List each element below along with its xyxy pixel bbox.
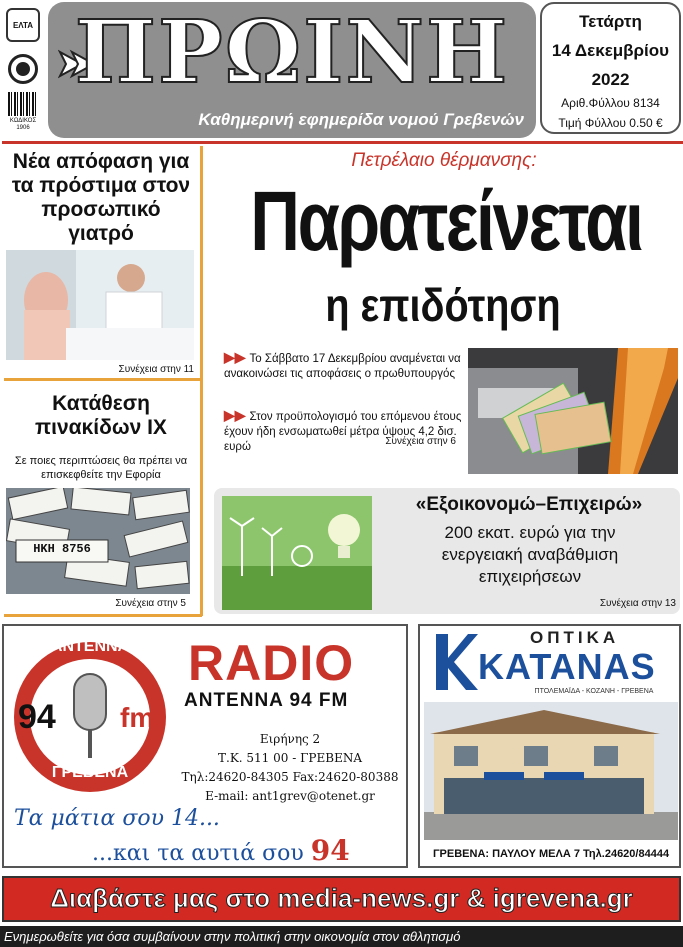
footer-banner-text: Διαβάστε μας στο media-news.gr & igrevena.gr — [50, 883, 633, 913]
radio-ad-title: RADIO — [188, 635, 355, 691]
bullet-2-text: Στον προϋπολογισμό του επόμενου έτους έχουν ήδη ενσωματωθεί μέτρα ύψους 4,2 δισ. ευρώ — [224, 411, 462, 453]
optika-shop-photo — [424, 702, 678, 840]
radio-slogan-2-text: ...και τα αυτιά σου — [92, 841, 304, 866]
bullet-1-text: Το Σάββατο 17 Δεκεμβρίου αναμένεται να ανακοινώσει τις αποφάσεις ο πρωθυπουργός — [224, 353, 461, 380]
program-story-title[interactable]: «Εξοικονομώ–Επιχειρώ» — [415, 494, 643, 515]
radio-contact-block — [172, 730, 408, 806]
optika-cities: ΠΤΟΛΕΜΑΪΔΑ - ΚΟΖΑΝΗ - ΓΡΕΒΕΝΑ — [534, 688, 654, 695]
radio-logo-fm: fm — [120, 702, 155, 733]
barcode — [8, 92, 38, 116]
radio-ad-subtitle: ANTENNA 94 FM — [184, 690, 349, 711]
issue-year: 2022 — [591, 70, 630, 89]
left-story-divider — [4, 378, 202, 381]
program-story-body: 200 εκατ. ευρώ για την ενεργειακή αναβάθμιση επιχειρήσεων — [441, 523, 619, 586]
issue-number: Αριθ.Φύλλου 8134 — [561, 96, 660, 110]
postal-code-value: 1906 — [16, 125, 30, 131]
radio-address: Ειρήνης 2 — [259, 732, 321, 746]
main-story-continue-link[interactable]: Συνέχεια στην 6 — [385, 436, 456, 447]
footer-banner[interactable] — [2, 876, 681, 922]
radio-slogan-2-number: 94 — [310, 834, 350, 867]
date-box — [540, 2, 681, 134]
radio-slogan-2 — [92, 834, 350, 867]
elta-label: ΕΛΤΑ — [12, 20, 34, 30]
issue-day: Τετάρτη — [579, 12, 642, 31]
main-story-subhead[interactable]: η επιδότηση — [325, 279, 561, 331]
masthead-divider — [2, 141, 683, 144]
radio-logo-top: ΑΝΤΕΝΝΑ — [50, 638, 130, 655]
main-story-bullet-1 — [224, 350, 464, 382]
main-story-headline[interactable]: Παρατείνεται — [250, 174, 642, 268]
radio-postal: Τ.Κ. 511 00 - ΓΡΕΒΕΝΑ — [218, 751, 362, 765]
radio-phones: Τηλ:24620-84305 Fax:24620-80388 — [181, 770, 399, 784]
elta-logo — [6, 8, 40, 42]
footer-ticker — [0, 926, 683, 947]
optika-brand-top: ΟΠΤΙΚΑ — [530, 628, 620, 647]
main-story-kicker: Πετρέλαιο θέρμανσης: — [351, 150, 537, 171]
postal-seal-icon — [8, 54, 38, 84]
radio-advertisement[interactable] — [2, 624, 408, 868]
optika-brand-name: KATANAS — [478, 646, 656, 687]
radio-email: E-mail: ant1grev@otenet.gr — [205, 789, 375, 803]
postal-code — [2, 118, 44, 132]
newspaper-tagline: Καθημερινή εφημερίδα νομού Γρεβενών — [198, 110, 524, 129]
bullet-arrow-icon: ▶▶ — [224, 349, 246, 365]
story-doctor-continue-link[interactable]: Συνέχεια στην 11 — [118, 364, 194, 375]
postal-strip — [2, 4, 44, 136]
optika-katanas-advertisement[interactable] — [418, 624, 681, 868]
footer-ticker-text: Ενημερωθείτε για όσα συμβαίνουν στην πολιτική στην οικονομία στον αθλητισμό — [4, 929, 461, 944]
optika-address-phone: ΓΡΕΒΕΝΑ: ΠΑΥΛΟΥ ΜΕΛΑ 7 Τηλ.24620/84444 — [432, 848, 670, 860]
story-plates-headline[interactable]: Κατάθεση πινακίδων ΙΧ — [35, 392, 167, 439]
radio-slogan-1: Τα μάτια σου 14... — [14, 806, 220, 831]
masthead — [48, 2, 536, 138]
newspaper-title: ΠΡΩΙΝΗ — [74, 2, 510, 103]
optika-k-logo — [426, 632, 478, 692]
issue-price: Τιμή Φύλλου 0.50 € — [558, 116, 663, 130]
radio-logo-number: 94 — [18, 698, 56, 736]
story-plates-subhead: Σε ποιες περιπτώσεις θα πρέπει να επισκεφθείτε την Εφορία — [14, 455, 188, 481]
bullet-arrow-icon: ▶▶ — [224, 407, 246, 423]
issue-date: 14 Δεκεμβρίου — [551, 41, 670, 60]
main-story-bullet-2 — [224, 408, 464, 455]
postal-code-label: ΚΩΔΙΚΟΣ — [9, 118, 37, 124]
column-divider — [200, 146, 203, 616]
green-energy-photo — [222, 496, 372, 610]
heating-oil-photo — [468, 348, 678, 474]
license-plates-photo — [6, 488, 190, 594]
doctor-photo — [6, 250, 194, 360]
radio-logo-bottom: ΓΡΕΒΕΝΑ — [51, 764, 129, 781]
left-bottom-divider — [4, 614, 202, 617]
program-story-continue-link[interactable]: Συνέχεια στην 13 — [599, 598, 676, 609]
license-plate-text: ΗΚΗ 8756 — [33, 542, 91, 556]
story-doctor-fines-headline[interactable]: Νέα απόφαση για τα πρόστιμα στον προσωπικό γιατρό — [11, 150, 191, 245]
story-plates-continue-link[interactable]: Συνέχεια στην 5 — [115, 598, 186, 609]
